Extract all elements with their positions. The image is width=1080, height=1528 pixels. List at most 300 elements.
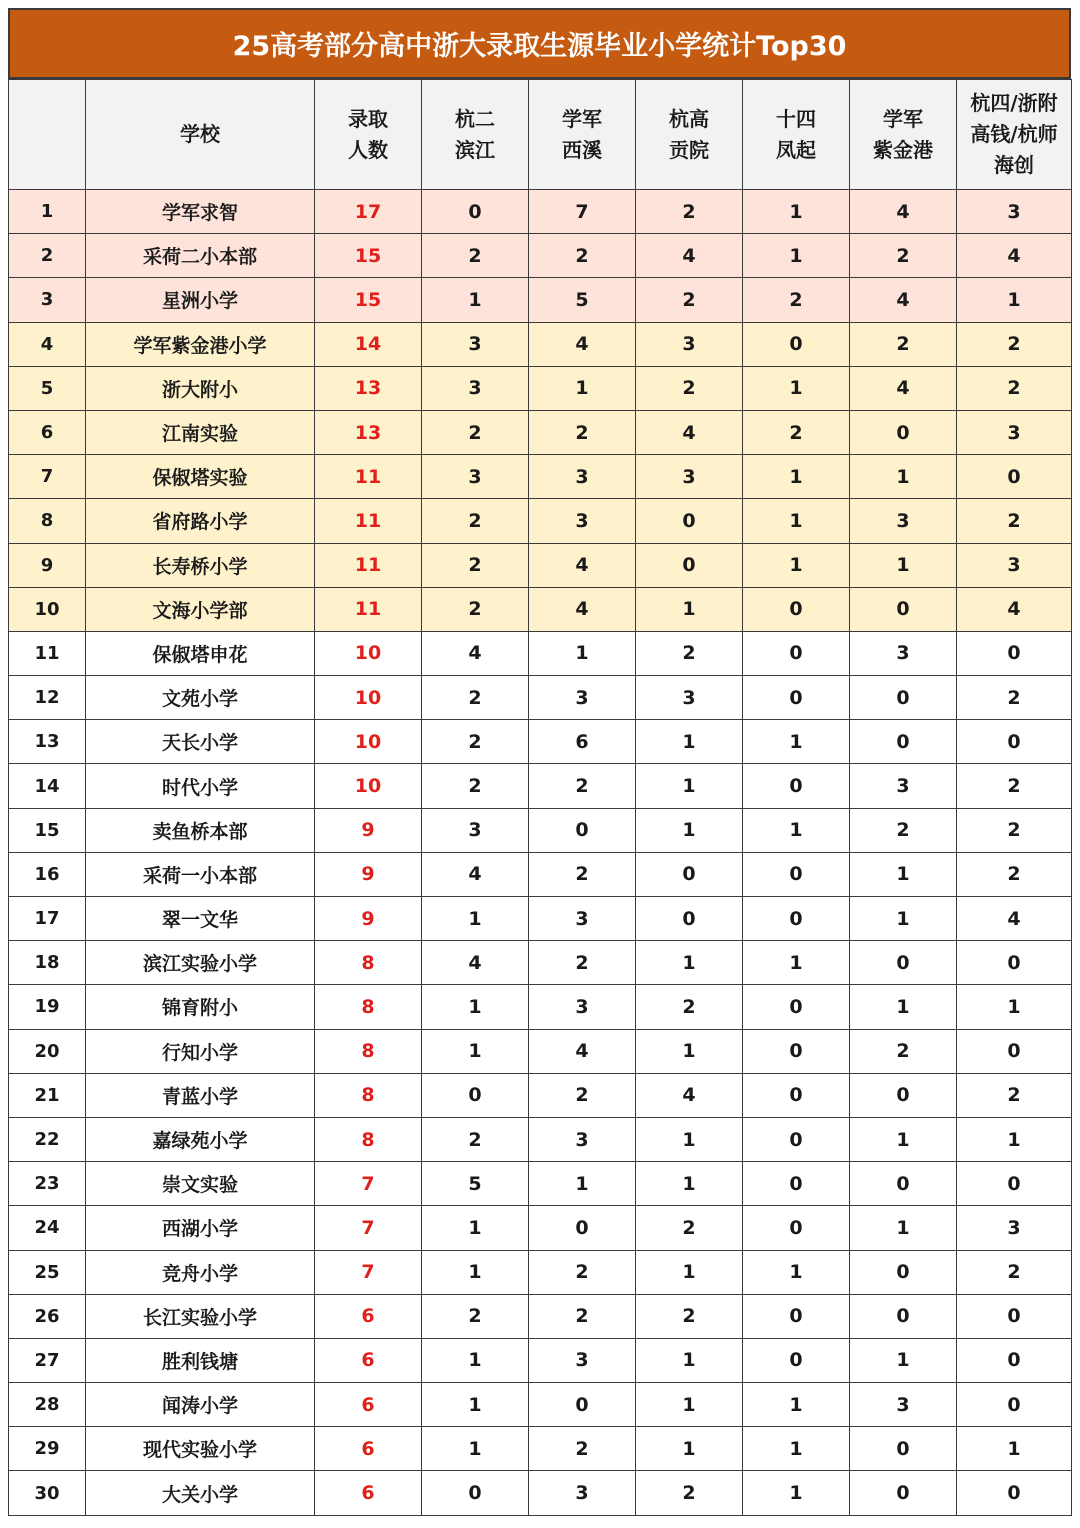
total-cell: 15 <box>315 234 422 278</box>
count-cell: 0 <box>422 1471 529 1515</box>
count-cell: 0 <box>743 676 850 720</box>
total-cell: 11 <box>315 499 422 543</box>
table-row <box>9 941 1072 985</box>
rank-cell: 9 <box>9 543 86 587</box>
count-cell: 2 <box>957 1073 1072 1117</box>
count-cell: 4 <box>529 322 636 366</box>
count-cell: 4 <box>529 587 636 631</box>
school-cell: 时代小学 <box>86 764 315 808</box>
count-cell: 3 <box>850 764 957 808</box>
count-cell: 3 <box>422 366 529 410</box>
table-row <box>9 322 1072 366</box>
count-cell: 1 <box>743 1471 850 1515</box>
school-cell: 江南实验 <box>86 410 315 454</box>
count-cell: 1 <box>636 1338 743 1382</box>
count-cell: 4 <box>422 631 529 675</box>
count-cell: 0 <box>743 852 850 896</box>
total-cell: 9 <box>315 897 422 941</box>
rank-cell: 24 <box>9 1206 86 1250</box>
count-cell: 1 <box>743 1250 850 1294</box>
count-cell: 0 <box>743 985 850 1029</box>
count-cell: 0 <box>743 631 850 675</box>
rank-cell: 15 <box>9 808 86 852</box>
count-cell: 2 <box>529 764 636 808</box>
total-cell: 7 <box>315 1250 422 1294</box>
count-cell: 5 <box>422 1162 529 1206</box>
count-cell: 1 <box>636 1427 743 1471</box>
table-row <box>9 1206 1072 1250</box>
rank-cell: 30 <box>9 1471 86 1515</box>
count-cell: 2 <box>422 764 529 808</box>
total-cell: 7 <box>315 1206 422 1250</box>
rank-cell: 1 <box>9 190 86 234</box>
count-cell: 0 <box>743 1294 850 1338</box>
count-cell: 0 <box>422 1073 529 1117</box>
count-cell: 0 <box>743 1029 850 1073</box>
count-cell: 0 <box>636 852 743 896</box>
count-cell: 1 <box>743 499 850 543</box>
school-cell: 现代实验小学 <box>86 1427 315 1471</box>
count-cell: 1 <box>422 1427 529 1471</box>
school-cell: 大关小学 <box>86 1471 315 1515</box>
count-cell: 0 <box>743 1162 850 1206</box>
school-cell: 行知小学 <box>86 1029 315 1073</box>
rank-cell: 5 <box>9 366 86 410</box>
rank-cell: 20 <box>9 1029 86 1073</box>
total-cell: 6 <box>315 1338 422 1382</box>
count-cell: 4 <box>636 1073 743 1117</box>
table-row <box>9 1117 1072 1161</box>
table-row <box>9 720 1072 764</box>
total-cell: 8 <box>315 1073 422 1117</box>
total-cell: 13 <box>315 366 422 410</box>
rank-cell: 22 <box>9 1117 86 1161</box>
count-cell: 0 <box>957 1471 1072 1515</box>
total-cell: 8 <box>315 985 422 1029</box>
rank-cell: 17 <box>9 897 86 941</box>
count-cell: 1 <box>743 1383 850 1427</box>
count-cell: 0 <box>957 720 1072 764</box>
rank-cell: 6 <box>9 410 86 454</box>
count-cell: 1 <box>743 543 850 587</box>
school-cell: 崇文实验 <box>86 1162 315 1206</box>
count-cell: 0 <box>850 1294 957 1338</box>
count-cell: 0 <box>529 808 636 852</box>
school-cell: 胜利钱塘 <box>86 1338 315 1382</box>
count-cell: 1 <box>636 1250 743 1294</box>
count-cell: 0 <box>743 897 850 941</box>
rank-cell: 27 <box>9 1338 86 1382</box>
count-cell: 4 <box>850 366 957 410</box>
total-cell: 11 <box>315 543 422 587</box>
rank-cell: 28 <box>9 1383 86 1427</box>
total-cell: 9 <box>315 808 422 852</box>
rank-cell: 3 <box>9 278 86 322</box>
header-other-schools: 杭四/浙附 高钱/杭师 海创 <box>957 80 1072 190</box>
count-cell: 4 <box>422 852 529 896</box>
school-cell: 西湖小学 <box>86 1206 315 1250</box>
table-row <box>9 1073 1072 1117</box>
rank-cell: 18 <box>9 941 86 985</box>
count-cell: 0 <box>850 1427 957 1471</box>
count-cell: 1 <box>422 985 529 1029</box>
count-cell: 2 <box>636 631 743 675</box>
table-row <box>9 278 1072 322</box>
rank-cell: 16 <box>9 852 86 896</box>
count-cell: 2 <box>529 1427 636 1471</box>
count-cell: 1 <box>636 1117 743 1161</box>
count-cell: 2 <box>957 676 1072 720</box>
header-rank <box>9 80 86 190</box>
school-cell: 长江实验小学 <box>86 1294 315 1338</box>
count-cell: 1 <box>957 1427 1072 1471</box>
count-cell: 2 <box>529 941 636 985</box>
count-cell: 2 <box>850 322 957 366</box>
count-cell: 0 <box>529 1206 636 1250</box>
school-cell: 文苑小学 <box>86 676 315 720</box>
school-cell: 文海小学部 <box>86 587 315 631</box>
school-cell: 星洲小学 <box>86 278 315 322</box>
total-cell: 13 <box>315 410 422 454</box>
count-cell: 1 <box>743 720 850 764</box>
count-cell: 2 <box>957 1250 1072 1294</box>
rank-cell: 8 <box>9 499 86 543</box>
count-cell: 3 <box>957 1206 1072 1250</box>
count-cell: 2 <box>957 808 1072 852</box>
count-cell: 2 <box>529 410 636 454</box>
count-cell: 1 <box>957 985 1072 1029</box>
count-cell: 1 <box>422 1206 529 1250</box>
count-cell: 0 <box>957 941 1072 985</box>
table-row <box>9 897 1072 941</box>
count-cell: 1 <box>636 764 743 808</box>
count-cell: 4 <box>850 190 957 234</box>
count-cell: 1 <box>636 1029 743 1073</box>
count-cell: 2 <box>422 234 529 278</box>
school-cell: 闻涛小学 <box>86 1383 315 1427</box>
rank-cell: 2 <box>9 234 86 278</box>
count-cell: 2 <box>636 278 743 322</box>
count-cell: 3 <box>957 410 1072 454</box>
count-cell: 2 <box>422 587 529 631</box>
count-cell: 0 <box>743 322 850 366</box>
table-row <box>9 1250 1072 1294</box>
school-cell: 保俶塔实验 <box>86 455 315 499</box>
total-cell: 14 <box>315 322 422 366</box>
total-cell: 7 <box>315 1162 422 1206</box>
count-cell: 3 <box>850 499 957 543</box>
table-row <box>9 455 1072 499</box>
count-cell: 3 <box>529 1117 636 1161</box>
table-row <box>9 1471 1072 1515</box>
count-cell: 3 <box>529 455 636 499</box>
count-cell: 3 <box>529 1338 636 1382</box>
total-cell: 6 <box>315 1294 422 1338</box>
school-cell: 长寿桥小学 <box>86 543 315 587</box>
count-cell: 0 <box>422 190 529 234</box>
count-cell: 3 <box>636 455 743 499</box>
count-cell: 1 <box>850 852 957 896</box>
total-cell: 17 <box>315 190 422 234</box>
total-cell: 11 <box>315 455 422 499</box>
count-cell: 0 <box>743 1338 850 1382</box>
school-cell: 青蓝小学 <box>86 1073 315 1117</box>
table-title: 25高考部分高中浙大录取生源毕业小学统计Top30 <box>8 8 1071 79</box>
count-cell: 0 <box>743 1073 850 1117</box>
count-cell: 0 <box>636 897 743 941</box>
rank-cell: 13 <box>9 720 86 764</box>
school-cell: 采荷二小本部 <box>86 234 315 278</box>
count-cell: 2 <box>850 234 957 278</box>
header-row <box>9 80 1072 190</box>
count-cell: 2 <box>957 499 1072 543</box>
count-cell: 4 <box>850 278 957 322</box>
count-cell: 2 <box>422 1117 529 1161</box>
table-row <box>9 852 1072 896</box>
school-cell: 天长小学 <box>86 720 315 764</box>
count-cell: 0 <box>957 1294 1072 1338</box>
count-cell: 0 <box>850 587 957 631</box>
count-cell: 1 <box>529 1162 636 1206</box>
count-cell: 1 <box>422 1338 529 1382</box>
school-cell: 卖鱼桥本部 <box>86 808 315 852</box>
count-cell: 3 <box>529 676 636 720</box>
total-cell: 6 <box>315 1471 422 1515</box>
school-cell: 学军求智 <box>86 190 315 234</box>
table-body <box>9 190 1072 1516</box>
count-cell: 1 <box>743 808 850 852</box>
count-cell: 0 <box>850 410 957 454</box>
count-cell: 5 <box>529 278 636 322</box>
count-cell: 0 <box>957 1029 1072 1073</box>
count-cell: 2 <box>636 1206 743 1250</box>
table-row <box>9 1427 1072 1471</box>
count-cell: 0 <box>957 631 1072 675</box>
count-cell: 3 <box>636 676 743 720</box>
count-cell: 0 <box>850 941 957 985</box>
table-row <box>9 676 1072 720</box>
rank-cell: 4 <box>9 322 86 366</box>
count-cell: 2 <box>957 764 1072 808</box>
count-cell: 3 <box>529 897 636 941</box>
ranking-sheet <box>8 8 1071 1516</box>
school-cell: 锦育附小 <box>86 985 315 1029</box>
table-row <box>9 234 1072 278</box>
count-cell: 1 <box>636 720 743 764</box>
header-hang2-binjiang: 杭二 滨江 <box>422 80 529 190</box>
header-school: 学校 <box>86 80 315 190</box>
school-cell: 学军紫金港小学 <box>86 322 315 366</box>
count-cell: 0 <box>850 1471 957 1515</box>
count-cell: 2 <box>743 410 850 454</box>
school-cell: 省府路小学 <box>86 499 315 543</box>
count-cell: 1 <box>636 941 743 985</box>
count-cell: 0 <box>957 1338 1072 1382</box>
table-row <box>9 631 1072 675</box>
count-cell: 2 <box>850 808 957 852</box>
count-cell: 0 <box>850 1250 957 1294</box>
total-cell: 6 <box>315 1427 422 1471</box>
table-row <box>9 985 1072 1029</box>
count-cell: 0 <box>636 543 743 587</box>
count-cell: 3 <box>529 1471 636 1515</box>
count-cell: 0 <box>850 720 957 764</box>
rank-cell: 14 <box>9 764 86 808</box>
count-cell: 2 <box>957 322 1072 366</box>
count-cell: 1 <box>743 234 850 278</box>
count-cell: 0 <box>850 1073 957 1117</box>
count-cell: 2 <box>422 499 529 543</box>
rank-cell: 11 <box>9 631 86 675</box>
count-cell: 2 <box>422 1294 529 1338</box>
count-cell: 2 <box>850 1029 957 1073</box>
count-cell: 2 <box>529 1250 636 1294</box>
count-cell: 3 <box>957 190 1072 234</box>
count-cell: 1 <box>636 808 743 852</box>
rank-cell: 7 <box>9 455 86 499</box>
table-row <box>9 1338 1072 1382</box>
table-row <box>9 190 1072 234</box>
header-hanggao-gongyuan: 杭高 贡院 <box>636 80 743 190</box>
header-shisi-fengqi: 十四 凤起 <box>743 80 850 190</box>
school-cell: 嘉绿苑小学 <box>86 1117 315 1161</box>
count-cell: 1 <box>743 366 850 410</box>
count-cell: 1 <box>743 190 850 234</box>
table-header <box>9 80 1072 190</box>
count-cell: 2 <box>422 720 529 764</box>
school-cell: 翠一文华 <box>86 897 315 941</box>
table-row <box>9 1162 1072 1206</box>
count-cell: 1 <box>636 1162 743 1206</box>
total-cell: 10 <box>315 676 422 720</box>
count-cell: 4 <box>957 234 1072 278</box>
count-cell: 0 <box>743 1206 850 1250</box>
count-cell: 2 <box>957 366 1072 410</box>
count-cell: 4 <box>636 410 743 454</box>
total-cell: 15 <box>315 278 422 322</box>
count-cell: 2 <box>636 1294 743 1338</box>
count-cell: 1 <box>850 897 957 941</box>
total-cell: 8 <box>315 941 422 985</box>
count-cell: 1 <box>529 366 636 410</box>
total-cell: 10 <box>315 720 422 764</box>
count-cell: 1 <box>743 455 850 499</box>
rank-cell: 12 <box>9 676 86 720</box>
school-cell: 浙大附小 <box>86 366 315 410</box>
count-cell: 1 <box>743 1427 850 1471</box>
count-cell: 1 <box>422 897 529 941</box>
count-cell: 2 <box>636 1471 743 1515</box>
count-cell: 3 <box>422 322 529 366</box>
count-cell: 0 <box>743 587 850 631</box>
total-cell: 8 <box>315 1029 422 1073</box>
header-xuejun-xixi: 学军 西溪 <box>529 80 636 190</box>
table-row <box>9 587 1072 631</box>
school-cell: 采荷一小本部 <box>86 852 315 896</box>
count-cell: 3 <box>529 499 636 543</box>
count-cell: 2 <box>529 852 636 896</box>
count-cell: 3 <box>636 322 743 366</box>
count-cell: 2 <box>529 1073 636 1117</box>
total-cell: 9 <box>315 852 422 896</box>
count-cell: 3 <box>850 631 957 675</box>
count-cell: 6 <box>529 720 636 764</box>
count-cell: 2 <box>422 676 529 720</box>
table-row <box>9 1029 1072 1073</box>
count-cell: 2 <box>422 543 529 587</box>
count-cell: 0 <box>743 1117 850 1161</box>
table-row <box>9 410 1072 454</box>
rank-cell: 19 <box>9 985 86 1029</box>
count-cell: 3 <box>957 543 1072 587</box>
count-cell: 1 <box>957 278 1072 322</box>
rank-cell: 26 <box>9 1294 86 1338</box>
count-cell: 0 <box>636 499 743 543</box>
count-cell: 1 <box>422 1383 529 1427</box>
count-cell: 0 <box>743 764 850 808</box>
count-cell: 0 <box>850 1162 957 1206</box>
school-cell: 保俶塔申花 <box>86 631 315 675</box>
count-cell: 2 <box>529 234 636 278</box>
total-cell: 10 <box>315 764 422 808</box>
total-cell: 6 <box>315 1383 422 1427</box>
count-cell: 2 <box>529 1294 636 1338</box>
count-cell: 4 <box>957 897 1072 941</box>
count-cell: 2 <box>422 410 529 454</box>
table-row <box>9 366 1072 410</box>
count-cell: 2 <box>636 190 743 234</box>
rank-cell: 23 <box>9 1162 86 1206</box>
table-row <box>9 764 1072 808</box>
count-cell: 1 <box>850 455 957 499</box>
count-cell: 3 <box>529 985 636 1029</box>
count-cell: 2 <box>957 852 1072 896</box>
rank-cell: 25 <box>9 1250 86 1294</box>
count-cell: 4 <box>529 1029 636 1073</box>
count-cell: 7 <box>529 190 636 234</box>
count-cell: 4 <box>957 587 1072 631</box>
table-row <box>9 1294 1072 1338</box>
table-row <box>9 808 1072 852</box>
count-cell: 0 <box>850 676 957 720</box>
total-cell: 8 <box>315 1117 422 1161</box>
total-cell: 11 <box>315 587 422 631</box>
count-cell: 1 <box>850 985 957 1029</box>
count-cell: 1 <box>850 1206 957 1250</box>
header-xuejun-zijingang: 学军 紫金港 <box>850 80 957 190</box>
rank-cell: 29 <box>9 1427 86 1471</box>
count-cell: 1 <box>529 631 636 675</box>
rank-cell: 10 <box>9 587 86 631</box>
count-cell: 4 <box>529 543 636 587</box>
count-cell: 1 <box>422 1250 529 1294</box>
count-cell: 2 <box>743 278 850 322</box>
count-cell: 0 <box>957 1162 1072 1206</box>
count-cell: 0 <box>957 455 1072 499</box>
count-cell: 0 <box>957 1383 1072 1427</box>
table-row <box>9 1383 1072 1427</box>
count-cell: 2 <box>636 366 743 410</box>
count-cell: 2 <box>636 985 743 1029</box>
school-cell: 滨江实验小学 <box>86 941 315 985</box>
count-cell: 1 <box>743 941 850 985</box>
table-row <box>9 543 1072 587</box>
count-cell: 1 <box>850 1338 957 1382</box>
table-row <box>9 499 1072 543</box>
count-cell: 1 <box>636 587 743 631</box>
count-cell: 1 <box>636 1383 743 1427</box>
school-cell: 竞舟小学 <box>86 1250 315 1294</box>
